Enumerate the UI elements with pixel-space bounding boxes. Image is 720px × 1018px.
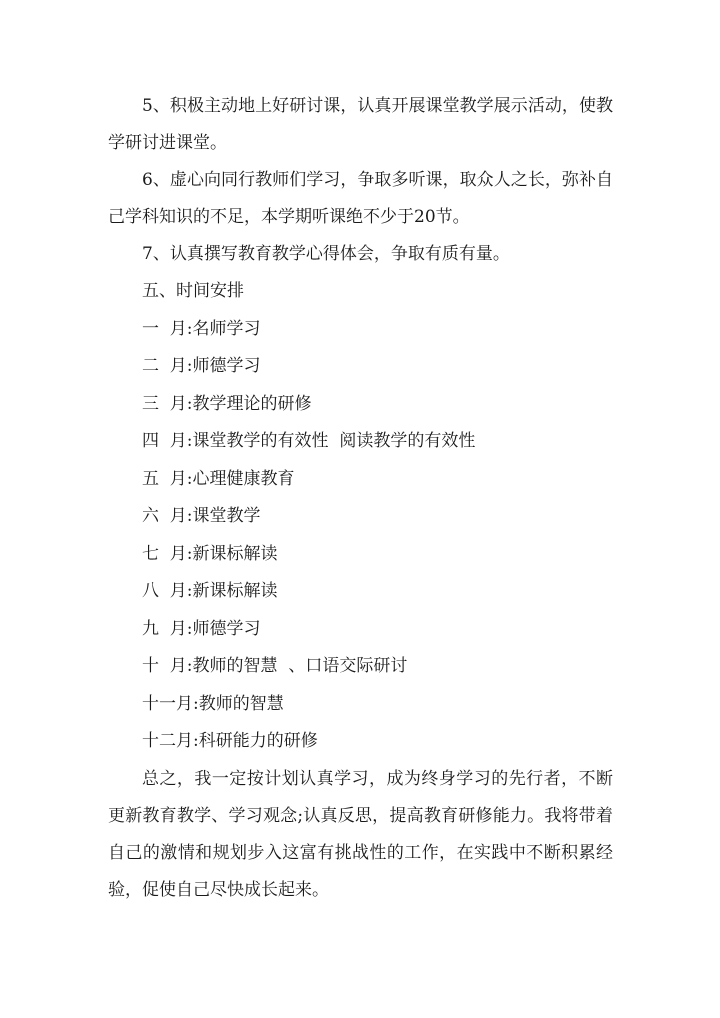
conclusion-paragraph: 总之，我一定按计划认真学习，成为终身学习的先行者，不断更新教育教学、学习观念;认真反思，提高教育研修能力。我将带着自己的激情和规划步入这富有挑战性的工作，在实践中不断积累经验，促使自己尽快成长起来。 bbox=[108, 768, 613, 900]
schedule-oct: 十 月:教师的智慧 、口语交际研讨 bbox=[142, 656, 408, 676]
schedule-sep: 九 月:师德学习 bbox=[142, 618, 261, 639]
schedule-aug: 八 月:新课标解读 bbox=[142, 581, 278, 601]
schedule-jul: 七 月:新课标解读 bbox=[142, 543, 278, 564]
schedule-jan: 一 月:名师学习 bbox=[142, 318, 261, 339]
schedule-nov: 十一月:教师的智慧 bbox=[142, 693, 284, 714]
schedule-may: 五 月:心理健康教育 bbox=[142, 468, 295, 489]
schedule-apr: 四 月:课堂教学的有效性 阅读教学的有效性 bbox=[142, 431, 476, 451]
document-body bbox=[108, 88, 613, 909]
schedule-jun: 六 月:课堂教学 bbox=[142, 506, 261, 526]
item-6-paragraph: 6、虚心向同行教师们学习，争取多听课，取众人之长，弥补自己学科知识的不足，本学期听课绝不少于20节。 bbox=[108, 170, 613, 227]
section-heading: 五、时间安排 bbox=[142, 281, 244, 301]
schedule-feb: 二 月:师德学习 bbox=[142, 356, 261, 376]
schedule-dec: 十二月:科研能力的研修 bbox=[142, 731, 318, 751]
item-5-paragraph: 5、积极主动地上好研讨课，认真开展课堂教学展示活动，使教学研讨进课堂。 bbox=[108, 96, 613, 153]
item-7-paragraph: 7、认真撰写教育教学心得体会，争取有质有量。 bbox=[142, 244, 510, 264]
schedule-mar: 三 月:教学理论的研修 bbox=[142, 393, 312, 414]
